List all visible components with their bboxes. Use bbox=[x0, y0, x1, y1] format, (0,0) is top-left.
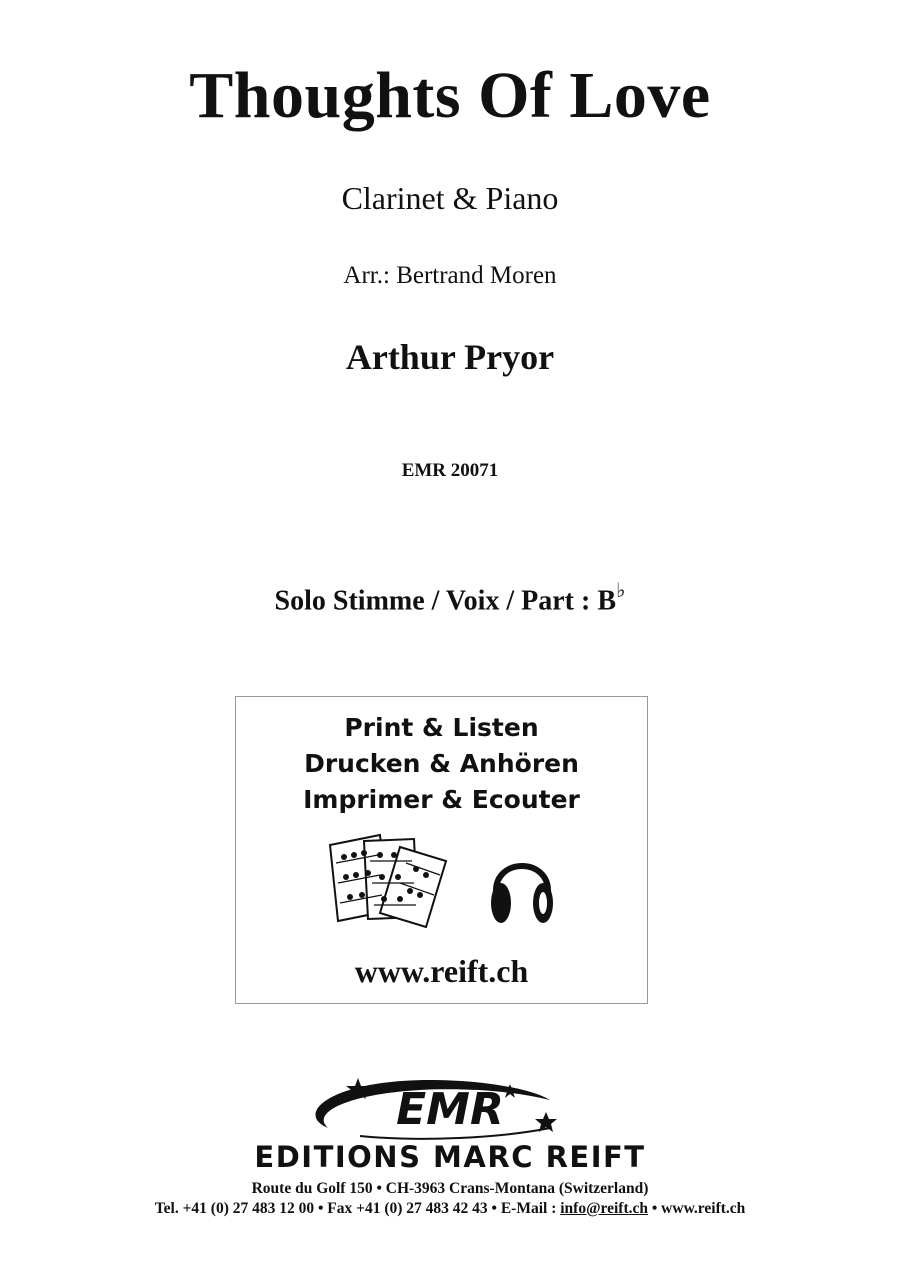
logo-text: EMR bbox=[396, 1084, 504, 1135]
promo-line-english: Print & Listen bbox=[344, 713, 539, 742]
contact-website: • www.reift.ch bbox=[648, 1200, 746, 1217]
emr-logo bbox=[300, 1072, 600, 1144]
promo-line-french: Imprimer & Ecouter bbox=[303, 785, 580, 814]
composer: Arthur Pryor bbox=[345, 337, 555, 377]
promo-url[interactable]: www.reift.ch bbox=[354, 953, 529, 989]
email-link[interactable]: info@reift.ch bbox=[560, 1200, 648, 1217]
flat-symbol: ♭ bbox=[616, 580, 626, 602]
page-title: Thoughts Of Love bbox=[189, 59, 711, 132]
contact-phone-fax: Tel. +41 (0) 27 483 12 00 • Fax +41 (0) 27 483 42 43 • E-Mail : bbox=[154, 1200, 561, 1217]
publisher-contact bbox=[0, 1200, 900, 1218]
publisher-name: EDITIONS MARC REIFT bbox=[254, 1140, 646, 1174]
catalog-number: EMR 20071 bbox=[401, 460, 499, 481]
headphones-icon bbox=[486, 845, 558, 927]
arranger: Arr.: Bertrand Moren bbox=[343, 262, 557, 289]
promo-line-german: Drucken & Anhören bbox=[304, 749, 579, 778]
publisher-address: Route du Golf 150 • CH-3963 Crans-Montana (Switzerland) bbox=[251, 1180, 649, 1197]
part-text: Solo Stimme / Voix / Part : B bbox=[274, 585, 616, 617]
instrumentation: Clarinet & Piano bbox=[341, 180, 559, 216]
sheet-music-icon bbox=[328, 833, 453, 928]
print-listen-box bbox=[235, 696, 648, 1004]
part-label bbox=[0, 580, 900, 617]
